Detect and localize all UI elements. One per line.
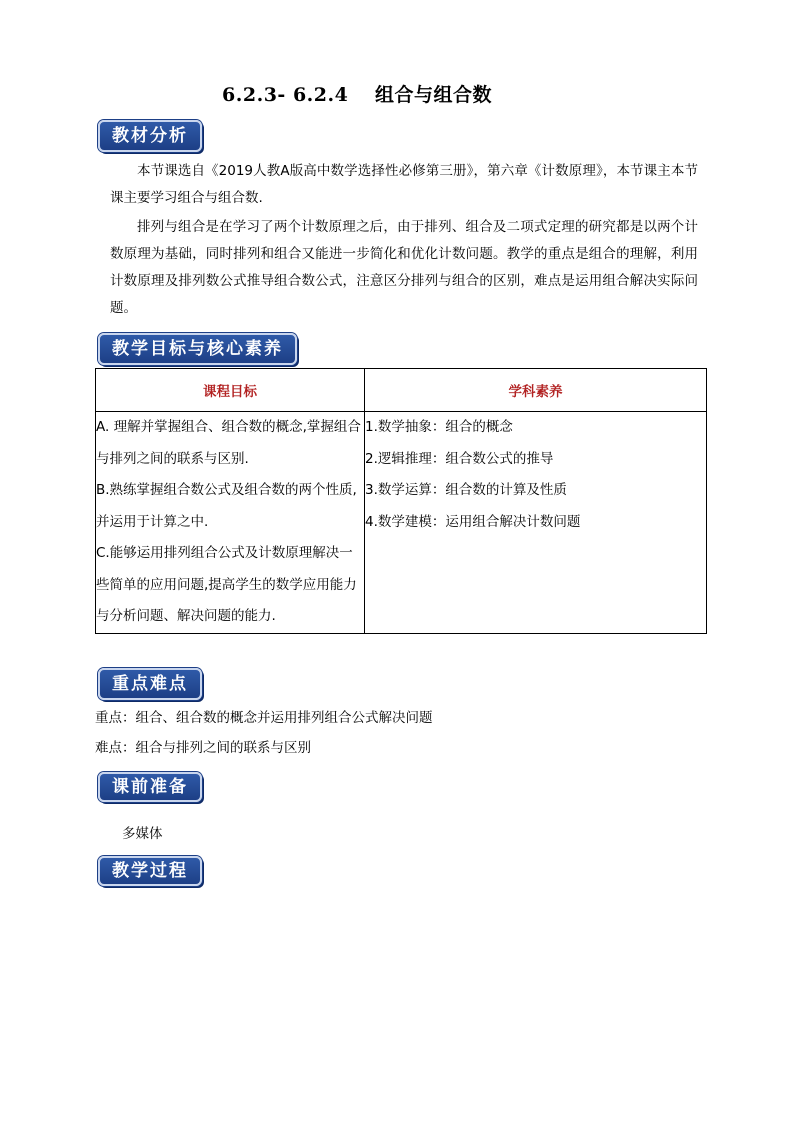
prep-content: 多媒体 — [122, 826, 163, 842]
goals-table — [95, 368, 707, 634]
literacy-item: 4.数学建模：运用组合解决计数问题 — [365, 513, 581, 530]
table-row — [96, 412, 707, 634]
literacy-item: 2.逻辑推理：组合数公式的推导 — [365, 450, 554, 467]
course-goal-item: A. 理解并掌握组合、组合数的概念,掌握组合与排列之间的联系与区别. — [96, 419, 361, 467]
course-goal-item: B.熟练掌握组合数公式及组合数的两个性质,并运用于计算之中. — [96, 482, 357, 530]
literacy-item: 3.数学运算：组合数的计算及性质 — [365, 482, 567, 498]
table-header-row — [96, 369, 707, 412]
key-point-text: 重点：组合、组合数的概念并运用排列组合公式解决问题 — [95, 710, 433, 726]
table-header-core-literacy: 学科素养 — [365, 369, 707, 412]
core-literacy-cell — [365, 412, 707, 634]
analysis-paragraph-1: 本节课选自《2019人教A版高中数学选择性必修第三册》，第六章《计数原理》，本节课主本节课主要学习组合与组合数. — [110, 163, 698, 206]
table-header-course-goals: 课程目标 — [96, 369, 365, 412]
course-goal-item: C.能够运用排列组合公式及计数原理解决一些简单的应用问题,提高学生的数学应用能力与分析问题、解决问题的能力. — [96, 545, 357, 624]
section-heading-analysis: 教材分析 — [98, 120, 202, 152]
section-heading-process: 教学过程 — [98, 856, 202, 886]
section-heading-goals: 教学目标与核心素养 — [98, 333, 297, 365]
difficult-point-text: 难点：组合与排列之间的联系与区别 — [95, 740, 311, 756]
analysis-paragraph-2: 排列与组合是在学习了两个计数原理之后，由于排列、组合及二项式定理的研究都是以两个计数原理为基础，同时排列和组合又能进一步简化和优化计数问题。教学的重点是组合的理解，利用计数原理及排列数公式推导组合数公式，注意区分排列与组合的区别，难点是运用组合解决实际问题。 — [110, 219, 698, 316]
literacy-item: 1.数学抽象：组合的概念 — [365, 419, 513, 435]
course-goals-cell — [96, 412, 365, 634]
page-title: 6.2.3- 6.2.4 组合与组合数 — [222, 84, 492, 106]
section-heading-prep: 课前准备 — [98, 772, 202, 802]
section-heading-keypoints: 重点难点 — [98, 668, 202, 700]
